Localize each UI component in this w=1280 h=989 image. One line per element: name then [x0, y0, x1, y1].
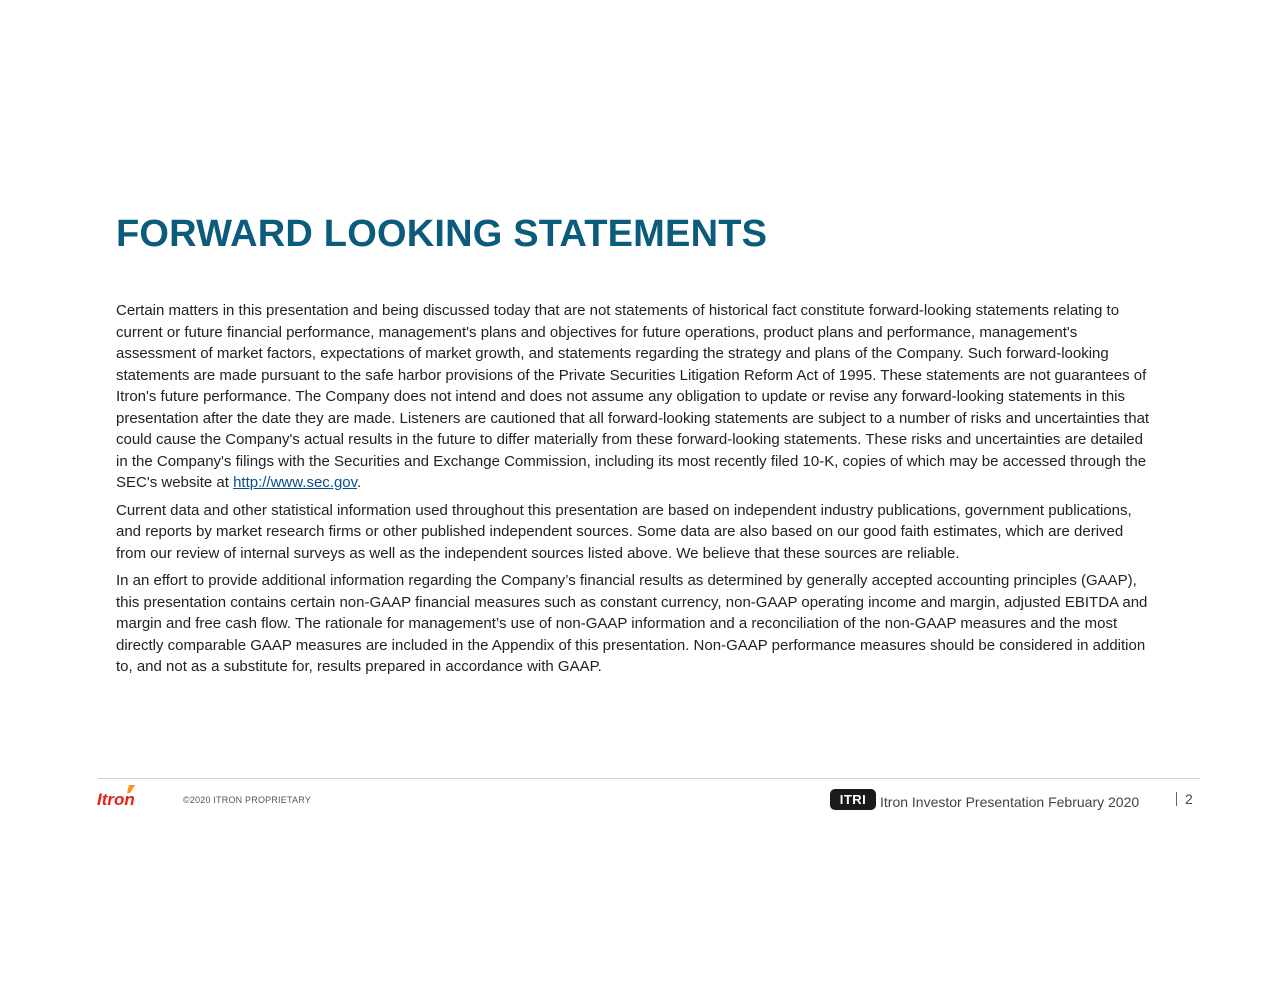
copyright-notice: ©2020 ITRON PROPRIETARY	[183, 795, 311, 805]
page-number-separator	[1176, 792, 1177, 806]
page-number: 2	[1185, 791, 1193, 807]
itron-logo	[96, 783, 148, 809]
disclaimer-body	[116, 300, 1156, 684]
forward-looking-paragraph	[116, 300, 1156, 494]
forward-looking-text: Certain matters in this presentation and being discussed today that are not statements of historical fact constitute forward-looking statements relating to current or future financial performance, management's plans and objectives for future operations, product plans and performance, management's assessment of market factors, expectations of market growth, and statements regarding the strategy and plans of the Company. Such forward-looking statements are made pursuant to the safe harbor provisions of the Private Securities Litigation Reform Act of 1995. These statements are not guarantees of Itron's future performance. The Company does not intend and does not assume any obligation to update or revise any forward-looking statements in this presentation after the date they are made. Listeners are cautioned that all forward-looking statements are subject to a number of risks and uncertainties that could cause the Company's actual results in the future to differ materially from these forward-looking statements. These risks and uncertainties are detailed in the Company's filings with the Securities and Exchange Commission, including its most recently filed 10-K, copies of which may be accessed through the SEC's website at	[116, 302, 1150, 491]
sec-website-link[interactable]: http://www.sec.gov	[233, 474, 358, 491]
footer-divider	[98, 778, 1200, 779]
presentation-label: Itron Investor Presentation February 2020	[880, 794, 1140, 810]
ticker-badge: ITRI	[830, 789, 876, 810]
logo-wordmark: Itron	[97, 790, 135, 809]
page-title: FORWARD LOOKING STATEMENTS	[116, 213, 768, 255]
non-gaap-paragraph: In an effort to provide additional information regarding the Company’s financial results as determined by generally accepted accounting principles (GAAP), this presentation contains certain non-GAAP financial measures such as constant currency, non-GAAP operating income and margin, adjusted EBITDA and margin and free cash flow. The rationale for management’s use of non-GAAP information and a reconciliation of the non-GAAP measures and the most directly comparable GAAP measures are included in the Appendix of this presentation. Non-GAAP performance measures should be considered in addition to, and not as a substitute for, results prepared in accordance with GAAP.	[116, 572, 1148, 675]
forward-looking-period: .	[357, 474, 362, 491]
data-sources-paragraph: Current data and other statistical information used throughout this presentation are based on independent industry publications, government publications, and reports by market research firms or other published independent sources. Some data are also based on our good faith estimates, which are derived from our review of internal surveys as well as the independent sources listed above. We believe that these sources are reliable.	[116, 501, 1132, 562]
